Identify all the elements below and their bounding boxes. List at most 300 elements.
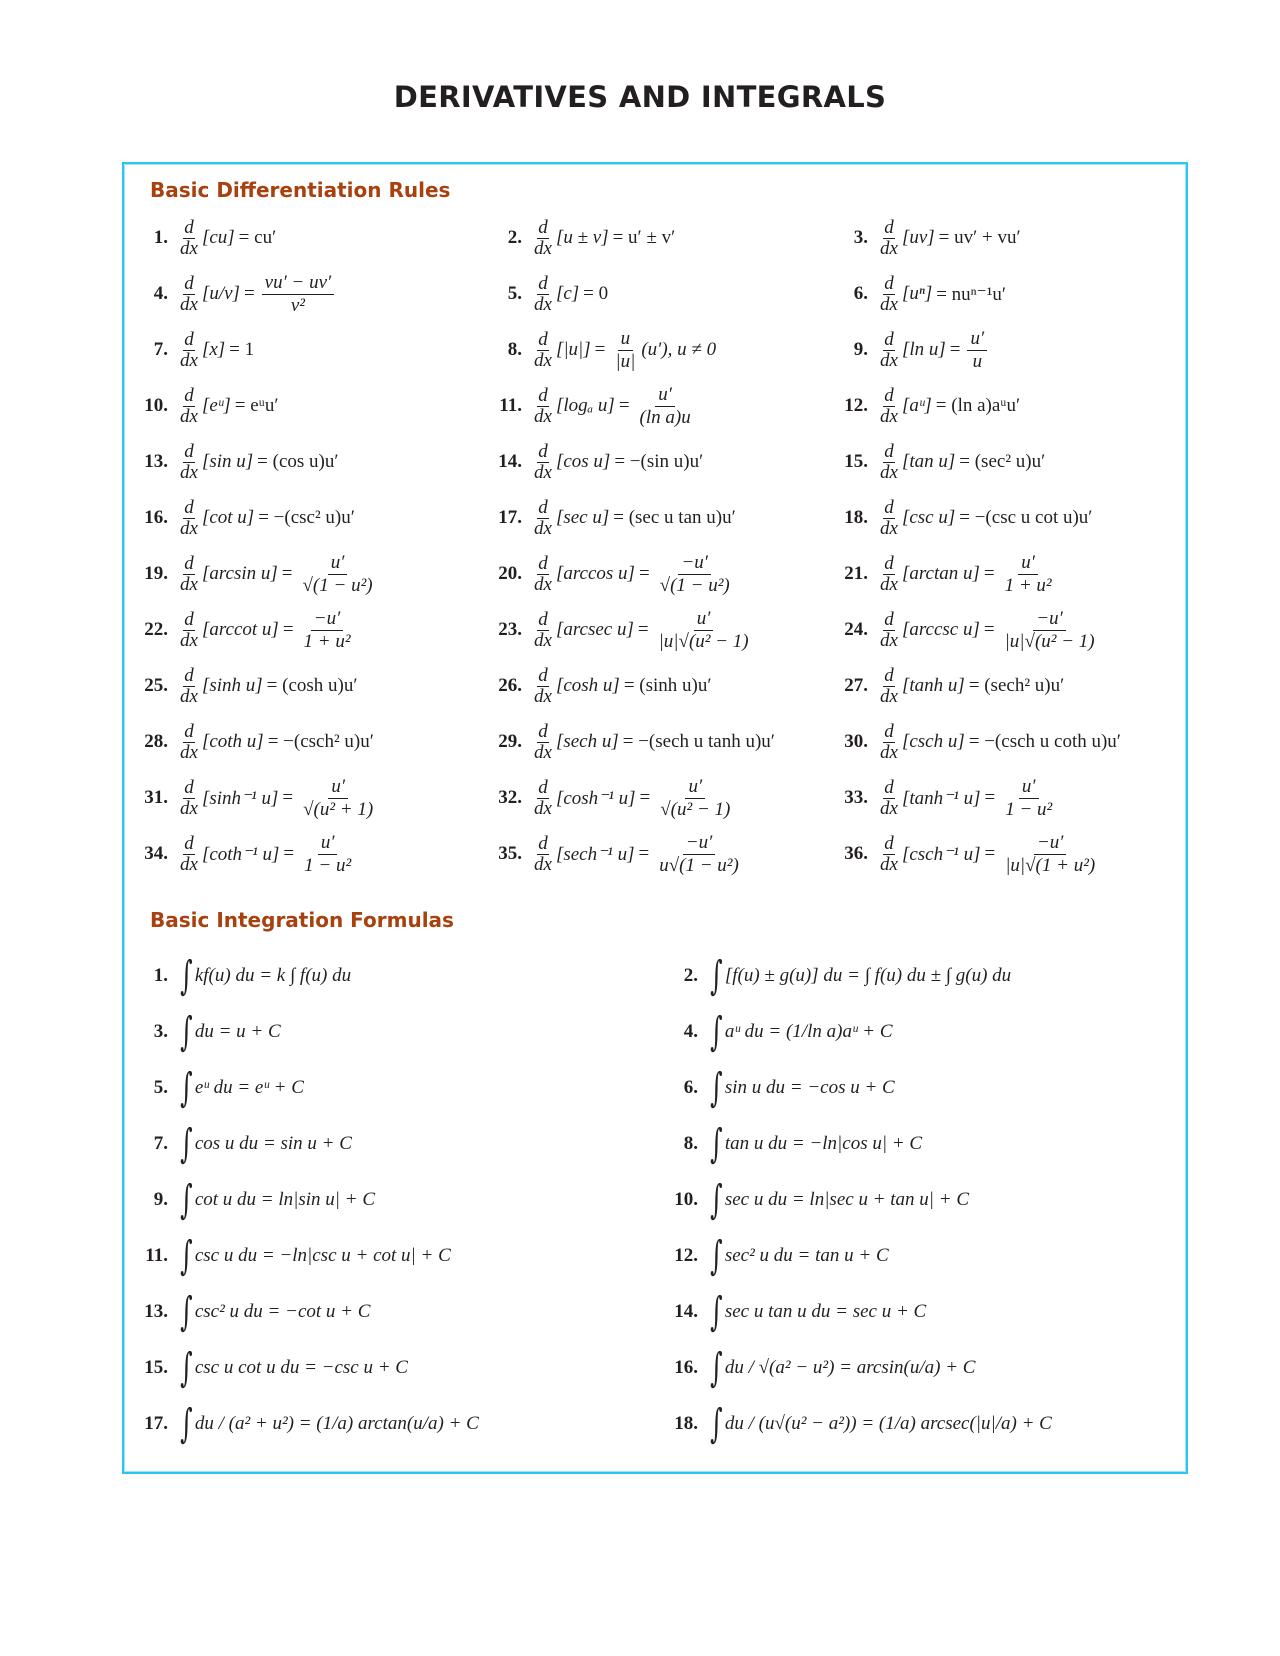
integral-sign-icon: ∫ — [180, 1121, 193, 1167]
integral-formula — [668, 1398, 1052, 1450]
integral-expression: tan u du = −ln|cos u| + C — [724, 1133, 923, 1154]
formula-number: 7. — [153, 1133, 168, 1154]
formula-number: 10. — [144, 395, 168, 416]
dx-denominator: dx — [180, 405, 198, 427]
derivative-formula — [138, 492, 359, 544]
derivative-formula — [138, 772, 379, 824]
dx-denominator: dx — [534, 741, 552, 763]
rhs-denominator: |u|√(1 + u²) — [1005, 854, 1096, 876]
formula-rhs: = eᵘu′ — [234, 395, 279, 416]
rhs-denominator: √(1 − u²) — [659, 574, 730, 596]
integral-sign-icon: ∫ — [180, 1289, 193, 1335]
d-dx-operator — [179, 274, 199, 315]
formula-rhs: = uv′ + vu′ — [938, 227, 1021, 248]
derivative-formula — [138, 212, 280, 264]
d-numerator: d — [884, 608, 894, 630]
d-dx-operator — [533, 498, 553, 539]
d-dx-operator — [879, 330, 899, 371]
d-dx-operator — [533, 386, 553, 427]
dx-denominator: dx — [880, 237, 898, 259]
d-dx-operator — [179, 554, 199, 595]
derivative-argument: [uv] — [901, 227, 935, 248]
derivative-argument: [arcsec u] — [555, 619, 634, 640]
d-numerator: d — [884, 272, 894, 294]
derivative-argument: [csc u] — [901, 507, 956, 528]
d-numerator: d — [184, 440, 194, 462]
dx-denominator: dx — [534, 853, 552, 875]
d-dx-operator — [179, 386, 199, 427]
d-numerator: d — [538, 384, 548, 406]
rhs-fraction — [301, 609, 354, 652]
formula-number: 6. — [683, 1077, 698, 1098]
integral-expression: csc² u du = −cot u + C — [194, 1301, 371, 1322]
formula-number: 12. — [674, 1245, 698, 1266]
rhs-denominator: 1 + u² — [303, 630, 351, 652]
d-numerator: d — [884, 496, 894, 518]
derivative-formula — [838, 548, 1058, 600]
dx-denominator: dx — [880, 853, 898, 875]
formula-rhs: = 1 — [229, 339, 255, 360]
d-numerator: d — [884, 552, 894, 574]
d-dx-operator — [533, 218, 553, 259]
differentiation-heading: Basic Differentiation Rules — [150, 178, 451, 202]
dx-denominator: dx — [880, 797, 898, 819]
rhs-fraction — [300, 777, 376, 820]
dx-denominator: dx — [880, 685, 898, 707]
rhs-fraction — [262, 273, 335, 316]
integral-formula — [138, 1398, 479, 1450]
formula-rhs: = −(csc² u)u′ — [258, 507, 355, 528]
integral-expression: eᵘ du = eᵘ + C — [194, 1077, 304, 1098]
formula-number: 16. — [144, 507, 168, 528]
formula-rhs: = (cosh u)u′ — [266, 675, 358, 696]
rhs-numerator: u′ — [328, 553, 348, 575]
derivative-argument: [uⁿ] — [901, 283, 933, 304]
d-dx-operator — [179, 610, 199, 651]
formula-number: 7. — [153, 339, 168, 360]
integral-formula — [138, 1062, 304, 1114]
derivative-formula — [492, 660, 716, 712]
integral-expression: csc u du = −ln|csc u + cot u| + C — [194, 1245, 451, 1266]
formula-number: 12. — [844, 395, 868, 416]
rhs-denominator: u√(1 − u²) — [659, 854, 739, 876]
rhs-fraction — [637, 385, 694, 428]
formula-rhs: = cu′ — [238, 227, 277, 248]
formula-rhs: = nuⁿ⁻¹u′ — [936, 283, 1007, 305]
integral-expression: cos u du = sin u + C — [194, 1133, 352, 1154]
d-dx-operator — [533, 274, 553, 315]
formula-number: 17. — [144, 1413, 168, 1434]
d-dx-operator — [179, 442, 199, 483]
derivative-argument: [csch⁻¹ u] — [901, 843, 981, 865]
integral-sign-icon: ∫ — [710, 953, 723, 999]
integral-formula — [138, 1174, 375, 1226]
formula-number: 14. — [674, 1301, 698, 1322]
rhs-denominator: |u|√(u² − 1) — [658, 630, 749, 652]
rhs-fraction — [1002, 609, 1098, 652]
rhs-denominator: √(1 − u²) — [302, 574, 373, 596]
dx-denominator: dx — [880, 293, 898, 315]
d-dx-operator — [179, 834, 199, 875]
dx-denominator: dx — [180, 853, 198, 875]
derivative-formula — [838, 604, 1101, 656]
integral-expression: du = u + C — [194, 1021, 281, 1042]
formula-number: 26. — [498, 675, 522, 696]
integral-sign-icon: ∫ — [710, 1233, 723, 1279]
rhs-fraction — [967, 329, 987, 372]
formula-rhs: = — [983, 563, 995, 584]
formula-rhs: = — [637, 619, 649, 640]
derivative-formula — [838, 268, 1010, 320]
d-numerator: d — [184, 776, 194, 798]
dx-denominator: dx — [534, 293, 552, 315]
rhs-numerator: u′ — [655, 385, 675, 407]
formula-number: 4. — [153, 283, 168, 304]
dx-denominator: dx — [180, 573, 198, 595]
d-dx-operator — [879, 442, 899, 483]
formula-number: 14. — [498, 451, 522, 472]
d-dx-operator — [879, 778, 899, 819]
integral-expression: aᵘ du = (1/ln a)aᵘ + C — [724, 1021, 893, 1042]
formula-number: 8. — [507, 339, 522, 360]
formula-number: 4. — [683, 1021, 698, 1042]
d-numerator: d — [538, 328, 548, 350]
derivative-argument: [cosh⁻¹ u] — [555, 787, 636, 809]
rhs-fraction — [1002, 777, 1055, 820]
rhs-fraction — [300, 553, 376, 596]
derivative-argument: [cosh u] — [555, 675, 620, 696]
derivative-formula — [838, 772, 1058, 824]
d-dx-operator — [879, 722, 899, 763]
integral-expression: sec u tan u du = sec u + C — [724, 1301, 927, 1322]
derivative-formula — [492, 380, 697, 432]
rhs-numerator: u′ — [318, 833, 338, 855]
integral-expression: du / (a² + u²) = (1/a) arctan(u/a) + C — [194, 1413, 479, 1434]
derivative-argument: [coth u] — [201, 731, 264, 752]
d-numerator: d — [184, 328, 194, 350]
formula-number: 15. — [144, 1357, 168, 1378]
derivative-argument: [u ± v] — [555, 227, 609, 248]
formula-number: 21. — [844, 563, 868, 584]
formula-number: 15. — [844, 451, 868, 472]
rhs-numerator: vu′ − uv′ — [262, 273, 335, 295]
d-numerator: d — [538, 608, 548, 630]
formula-number: 2. — [683, 965, 698, 986]
dx-denominator: dx — [534, 461, 552, 483]
formula-number: 18. — [674, 1413, 698, 1434]
derivative-formula — [492, 772, 736, 824]
d-numerator: d — [884, 664, 894, 686]
d-numerator: d — [184, 272, 194, 294]
rhs-fraction — [656, 833, 742, 876]
integral-expression: csc u cot u du = −csc u + C — [194, 1357, 408, 1378]
d-numerator: d — [884, 216, 894, 238]
rhs-denominator: √(u² + 1) — [303, 798, 374, 820]
integral-expression: sin u du = −cos u + C — [724, 1077, 895, 1098]
formula-rhs: = — [984, 843, 996, 864]
derivative-argument: [arccot u] — [201, 619, 279, 640]
formula-rhs: = u′ ± v′ — [612, 227, 676, 248]
derivative-formula — [138, 660, 362, 712]
derivative-formula — [492, 604, 755, 656]
formula-rhs: = — [594, 339, 606, 360]
d-dx-operator — [879, 554, 899, 595]
formula-number: 22. — [144, 619, 168, 640]
d-dx-operator — [879, 834, 899, 875]
rhs-fraction — [657, 777, 733, 820]
integral-formula — [668, 1342, 975, 1394]
d-dx-operator — [533, 610, 553, 651]
integral-expression: kf(u) du = k ∫ f(u) du — [194, 965, 352, 986]
rhs-numerator: u′ — [1019, 777, 1039, 799]
d-dx-operator — [879, 666, 899, 707]
derivative-argument: [coth⁻¹ u] — [201, 843, 280, 865]
derivative-formula — [492, 268, 612, 320]
integral-sign-icon: ∫ — [180, 1009, 193, 1055]
integral-formula — [668, 1118, 922, 1170]
rhs-fraction — [1002, 553, 1055, 596]
integral-sign-icon: ∫ — [710, 1177, 723, 1223]
d-dx-operator — [879, 274, 899, 315]
d-dx-operator — [179, 778, 199, 819]
rhs-fraction — [612, 329, 638, 372]
derivative-formula — [138, 828, 357, 880]
derivative-formula — [838, 324, 990, 376]
formula-rhs: = — [243, 283, 255, 304]
d-dx-operator — [879, 218, 899, 259]
dx-denominator: dx — [880, 405, 898, 427]
integral-sign-icon: ∫ — [180, 1401, 193, 1447]
derivative-argument: [aᵘ] — [901, 395, 932, 416]
d-numerator: d — [538, 552, 548, 574]
rhs-denominator: |u| — [615, 350, 636, 372]
formula-number: 1. — [153, 965, 168, 986]
d-numerator: d — [184, 552, 194, 574]
dx-denominator: dx — [180, 237, 198, 259]
formula-number: 35. — [498, 843, 522, 864]
derivative-argument: [tan u] — [901, 451, 956, 472]
d-dx-operator — [533, 442, 553, 483]
d-numerator: d — [184, 496, 194, 518]
formula-number: 24. — [844, 619, 868, 640]
d-dx-operator — [879, 386, 899, 427]
formula-rhs: = 0 — [583, 283, 609, 304]
formula-rhs: = (cos u)u′ — [257, 451, 339, 472]
formula-number: 20. — [498, 563, 522, 584]
dx-denominator: dx — [534, 237, 552, 259]
d-numerator: d — [884, 440, 894, 462]
derivative-argument: [eᵘ] — [201, 395, 231, 416]
formula-rhs: = (sinh u)u′ — [623, 675, 712, 696]
derivative-formula — [838, 660, 1068, 712]
formula-rhs: = — [281, 563, 293, 584]
d-numerator: d — [884, 832, 894, 854]
d-numerator: d — [538, 216, 548, 238]
formula-number: 36. — [844, 843, 868, 864]
dx-denominator: dx — [534, 349, 552, 371]
d-numerator: d — [538, 664, 548, 686]
formula-number: 17. — [498, 507, 522, 528]
formula-number: 1. — [153, 227, 168, 248]
derivative-argument: [x] — [201, 339, 226, 360]
rhs-numerator: u — [618, 329, 634, 351]
d-dx-operator — [179, 498, 199, 539]
dx-denominator: dx — [534, 517, 552, 539]
d-numerator: d — [884, 776, 894, 798]
formula-rhs: = — [949, 339, 961, 360]
derivative-argument: [sec u] — [555, 507, 610, 528]
derivative-formula — [838, 380, 1024, 432]
integral-sign-icon: ∫ — [180, 1177, 193, 1223]
d-dx-operator — [179, 666, 199, 707]
integral-formula — [138, 1342, 408, 1394]
d-numerator: d — [538, 496, 548, 518]
rhs-tail: (u′), u ≠ 0 — [641, 339, 717, 360]
d-numerator: d — [884, 720, 894, 742]
dx-denominator: dx — [180, 741, 198, 763]
formula-number: 28. — [144, 731, 168, 752]
integral-formula — [138, 1118, 352, 1170]
formula-number: 19. — [144, 563, 168, 584]
d-numerator: d — [884, 384, 894, 406]
derivative-argument: [c] — [555, 283, 580, 304]
rhs-denominator: 1 − u² — [1005, 798, 1053, 820]
formula-rhs: = (sech² u)u′ — [968, 675, 1065, 696]
formula-number: 5. — [153, 1077, 168, 1098]
derivative-argument: [u/v] — [201, 283, 240, 304]
rhs-denominator: v² — [290, 294, 305, 316]
formula-number: 9. — [853, 339, 868, 360]
dx-denominator: dx — [180, 797, 198, 819]
formula-number: 29. — [498, 731, 522, 752]
formula-number: 11. — [499, 395, 522, 416]
derivative-formula — [138, 548, 379, 600]
integral-formula — [668, 1174, 969, 1226]
d-dx-operator — [533, 778, 553, 819]
formula-rhs: = −(sech u tanh u)u′ — [622, 731, 775, 752]
derivative-argument: [ln u] — [901, 339, 946, 360]
dx-denominator: dx — [534, 405, 552, 427]
derivative-formula — [838, 212, 1025, 264]
integral-sign-icon: ∫ — [710, 1121, 723, 1167]
formula-number: 6. — [853, 283, 868, 304]
derivative-formula — [838, 828, 1101, 880]
d-numerator: d — [538, 272, 548, 294]
dx-denominator: dx — [534, 797, 552, 819]
formula-number: 13. — [144, 1301, 168, 1322]
formula-rhs: = — [282, 619, 294, 640]
formula-number: 32. — [498, 787, 522, 808]
d-dx-operator — [533, 834, 553, 875]
rhs-fraction — [1002, 833, 1098, 876]
derivative-formula — [838, 716, 1125, 768]
integral-expression: [f(u) ± g(u)] du = ∫ f(u) du ± ∫ g(u) du — [724, 965, 1012, 986]
integral-sign-icon: ∫ — [180, 953, 193, 999]
dx-denominator: dx — [534, 685, 552, 707]
derivative-argument: [arccsc u] — [901, 619, 980, 640]
integration-heading: Basic Integration Formulas — [150, 908, 454, 932]
derivative-formula — [492, 716, 779, 768]
dx-denominator: dx — [180, 349, 198, 371]
dx-denominator: dx — [180, 293, 198, 315]
integral-formula — [138, 1006, 281, 1058]
derivative-formula — [492, 828, 745, 880]
derivative-argument: [cot u] — [201, 507, 255, 528]
derivative-formula — [138, 436, 343, 488]
rhs-fraction — [656, 609, 752, 652]
rhs-numerator: −u′ — [683, 833, 715, 855]
derivative-argument: [cu] — [201, 227, 235, 248]
rhs-numerator: u′ — [967, 329, 987, 351]
d-dx-operator — [179, 722, 199, 763]
derivative-argument: [sin u] — [201, 451, 254, 472]
derivative-argument: [arcsin u] — [201, 563, 278, 584]
derivative-argument: [sech⁻¹ u] — [555, 843, 635, 865]
derivative-argument: [csch u] — [901, 731, 965, 752]
derivative-argument: [cos u] — [555, 451, 611, 472]
derivative-argument: [arccos u] — [555, 563, 635, 584]
d-dx-operator — [533, 666, 553, 707]
dx-denominator: dx — [880, 349, 898, 371]
formula-number: 31. — [144, 787, 168, 808]
d-dx-operator — [533, 330, 553, 371]
rhs-fraction — [657, 553, 733, 596]
formula-number: 10. — [674, 1189, 698, 1210]
integral-expression: cot u du = ln|sin u| + C — [194, 1189, 376, 1210]
derivative-argument: [arctan u] — [901, 563, 980, 584]
integral-sign-icon: ∫ — [710, 1289, 723, 1335]
formula-number: 13. — [144, 451, 168, 472]
integral-formula — [668, 1062, 895, 1114]
formula-number: 16. — [674, 1357, 698, 1378]
derivative-argument: [sinh u] — [201, 675, 263, 696]
formula-rhs: = — [638, 843, 650, 864]
page-title: DERIVATIVES AND INTEGRALS — [393, 80, 887, 114]
rhs-denominator: (ln a)u — [639, 406, 691, 428]
integral-sign-icon: ∫ — [710, 1401, 723, 1447]
derivative-formula — [138, 324, 258, 376]
integral-sign-icon: ∫ — [180, 1233, 193, 1279]
integral-expression: sec² u du = tan u + C — [724, 1245, 889, 1266]
rhs-numerator: −u′ — [311, 609, 343, 631]
d-dx-operator — [879, 610, 899, 651]
integral-formula — [668, 1230, 889, 1282]
dx-denominator: dx — [880, 629, 898, 651]
dx-denominator: dx — [180, 461, 198, 483]
formula-rhs: = — [282, 787, 294, 808]
rhs-denominator: u — [972, 350, 983, 372]
formula-rhs: = — [984, 787, 996, 808]
derivative-formula — [492, 492, 740, 544]
formula-rhs: = −(csc u cot u)u′ — [959, 507, 1093, 528]
integral-sign-icon: ∫ — [710, 1345, 723, 1391]
d-numerator: d — [538, 720, 548, 742]
integral-formula — [138, 1286, 370, 1338]
dx-denominator: dx — [880, 517, 898, 539]
integral-formula — [668, 1286, 926, 1338]
formula-number: 2. — [507, 227, 522, 248]
formula-number: 23. — [498, 619, 522, 640]
dx-denominator: dx — [880, 741, 898, 763]
derivative-formula — [492, 548, 736, 600]
rhs-fraction — [301, 833, 354, 876]
dx-denominator: dx — [180, 629, 198, 651]
d-numerator: d — [538, 440, 548, 462]
formula-rhs: = (sec u tan u)u′ — [613, 507, 736, 528]
integral-expression: du / √(a² − u²) = arcsin(u/a) + C — [724, 1357, 976, 1378]
d-numerator: d — [884, 328, 894, 350]
derivative-formula — [138, 380, 283, 432]
